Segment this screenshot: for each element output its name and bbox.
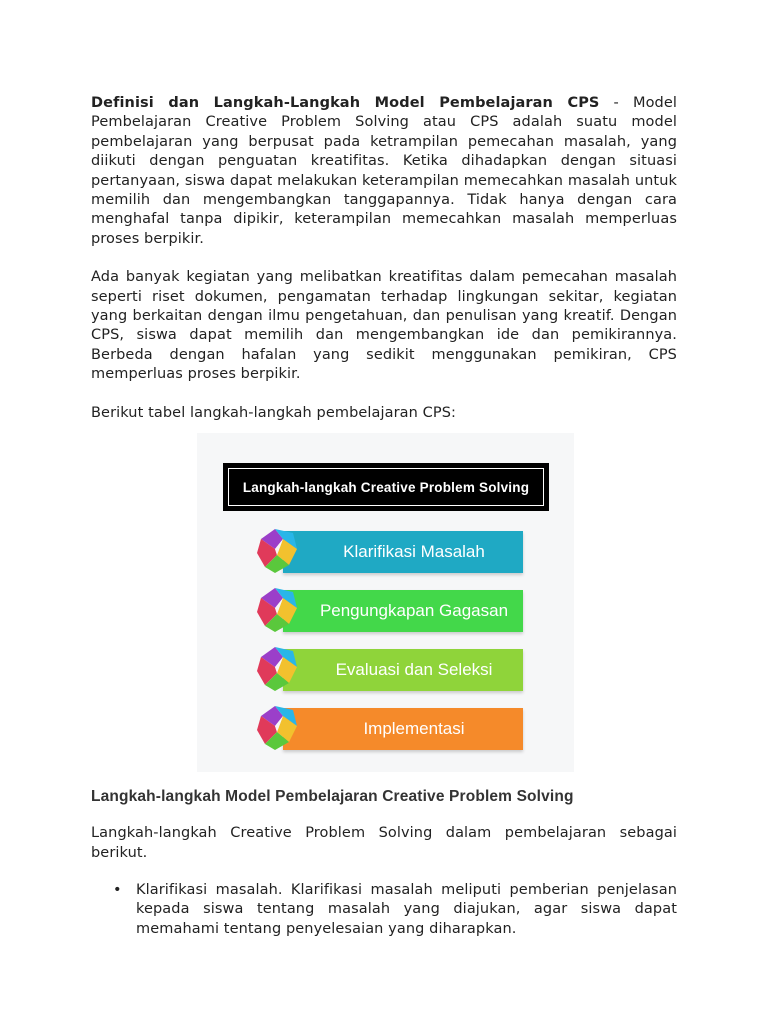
puzzle-cube-icon [253,525,303,577]
step-klarifikasi [253,529,523,575]
document-body [91,94,677,939]
list-item-text: Klarifikasi masalah. Klarifikasi masalah meliputi pemberian penjelasan kepada siswa tentang masalah yang diajukan, agar siswa dapat memahami tentang penyelesaian yang diharapkan. [136,881,677,937]
step-bar: Klarifikasi Masalah [283,531,523,573]
puzzle-cube-icon [253,643,303,695]
step-bar: Evaluasi dan Seleksi [283,649,523,691]
step-bar: Implementasi [283,708,523,750]
puzzle-cube-icon [253,584,303,636]
step-pengungkapan [253,588,523,634]
list-item [91,881,677,939]
figure-header-box [223,463,549,511]
steps-list [91,881,677,939]
intro-text: - Model Pembelajaran Creative Problem Solving atau CPS adalah suatu model pembelajaran yang berpusat pada ketrampilan pemecahan masalah, yang diikuti dengan penguatan kreatifitas. Ketika dihadapkan dengan situasi pertanyaan, siswa dapat melakukan keterampilan memecahkan masalah untuk memilih dan mengembangkan tanggapannya. Tidak hanya dengan cara menghafal tanpa dipikir, keterampilan memecahkan masalah memperluas proses berpikir. [91,95,677,247]
cps-steps-figure [197,433,574,772]
list-bullet: • [113,881,122,898]
section-subheading: Langkah-langkah Model Pembelajaran Creative Problem Solving [91,788,574,806]
step-implementasi [253,706,523,752]
activities-paragraph: Ada banyak kegiatan yang melibatkan kreatifitas dalam pemecahan masalah seperti riset dokumen, pengamatan terhadap lingkungan sekitar, kegiatan yang berkaitan dengan ilmu pengetahuan, dan penulisan yang kreatif. Dengan CPS, siswa dapat memilih dan mengembangkan ide dan pemikirannya. Berbeda dengan hafalan yang sedikit menggunakan pemikiran, CPS memperluas proses berpikir. [91,269,677,383]
puzzle-cube-icon [253,702,303,754]
step-bar: Pengungkapan Gagasan [283,590,523,632]
steps-intro-paragraph: Langkah-langkah Creative Problem Solving dalam pembelajaran sebagai berikut. [91,825,677,861]
figure-header-title: Langkah-langkah Creative Problem Solving [228,468,544,506]
intro-paragraph [91,94,677,249]
intro-title: Definisi dan Langkah-Langkah Model Pembelajaran CPS [91,95,600,111]
table-intro-paragraph: Berikut tabel langkah-langkah pembelajaran CPS: [91,404,457,421]
step-evaluasi [253,647,523,693]
